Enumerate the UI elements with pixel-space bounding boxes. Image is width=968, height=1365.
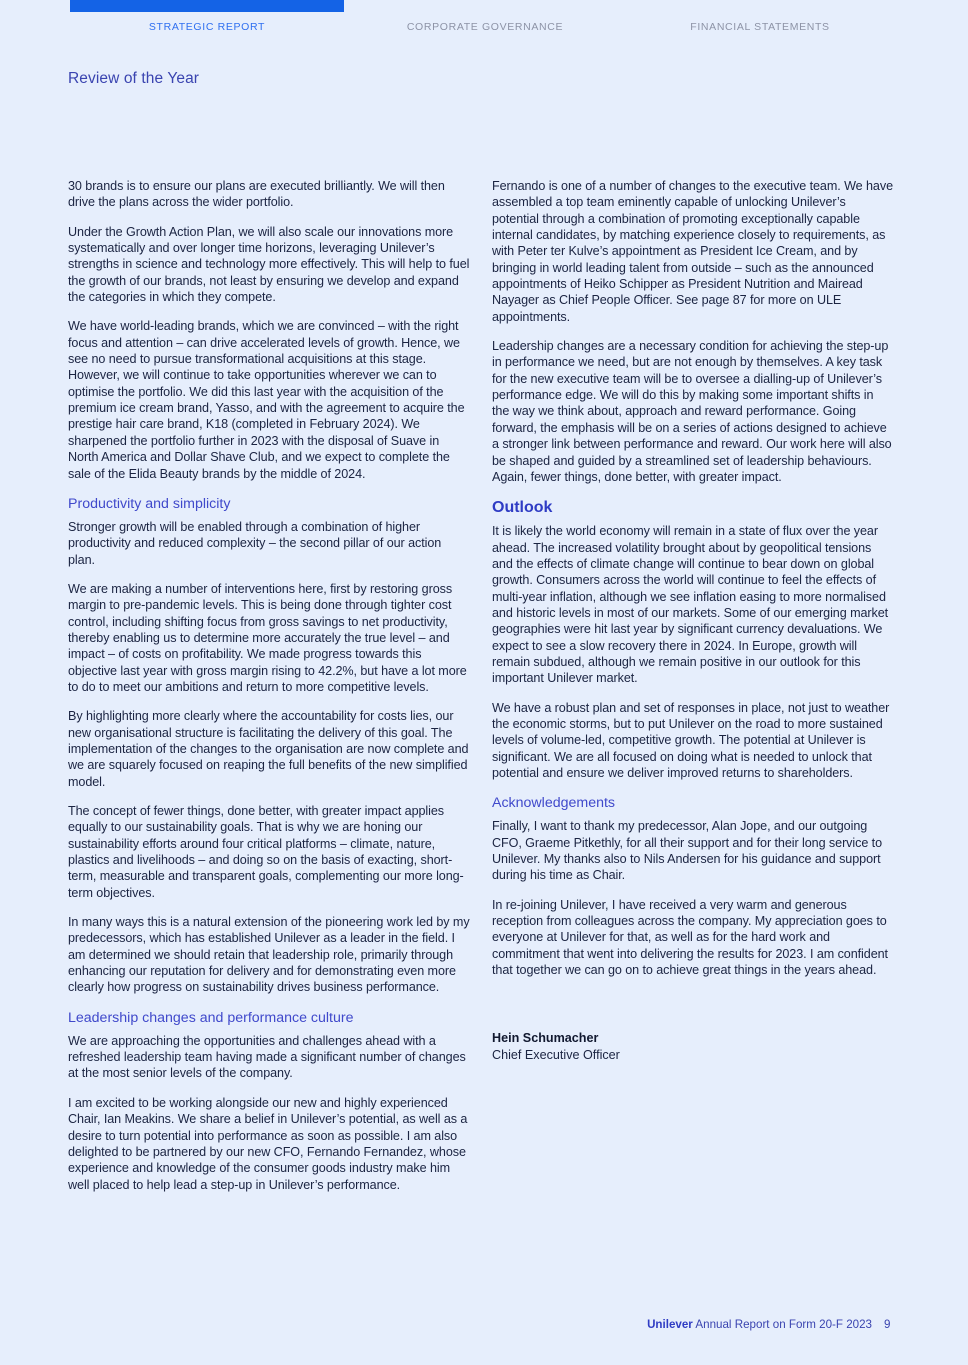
heading-outlook: Outlook <box>492 499 553 517</box>
paragraph: Under the Growth Action Plan, we will also scale our innovations more systematically and over longer time horizons, leveraging Unilever’s strengths in science and technology more effectively. This will help to fuel the growth of our brands, not least by ensuring we develop and expand the categories in which they compete. <box>68 224 470 305</box>
paragraph: Finally, I want to thank my predecessor, Alan Jope, and our outgoing CFO, Graeme Pitkethly, for all their support and for their long service to Unilever. My thanks also to Nils Andersen for his guidance and support during his time as Chair. <box>492 819 883 883</box>
nav-tab-label: FINANCIAL STATEMENTS <box>690 21 830 33</box>
paragraph: We are making a number of interventions here, first by restoring gross margin to pre-pandemic levels. This is being done through tighter cost control, including shifting focus from gross savings to net productivity, thereby enabling us to determine more accurately the true level – and impact – of costs on profitability. We made progress towards this objective last year with gross margin rising to 42.2%, but have a lot more to do to meet our ambitions and return to more competitive levels. <box>68 581 467 694</box>
nav-tab-label: CORPORATE GOVERNANCE <box>406 21 564 33</box>
signature-name: Hein Schumacher <box>492 1031 599 1046</box>
tab-indicator-bar <box>375 0 595 12</box>
right-text-column <box>492 178 894 1063</box>
paragraph: By highlighting more clearly where the accountability for costs lies, our new organisational structure is facilitating the delivery of this goal. The implementation of the changes to the organisation are now complete and we are squarely focused on reaping the full benefits of the new simplified model. <box>68 709 469 789</box>
nav-tab-label: STRATEGIC REPORT <box>148 21 266 33</box>
nav-tab-strategic-report[interactable] <box>70 0 344 34</box>
paragraph: In re-joining Unilever, I have received a very warm and generous reception from colleagues across the company. My appreciation goes to everyone at Unilever for that, as well as for the hard work and commitment that went into delivering the results for 2023. I am confident that together we can go on to achieve great things in the years ahead. <box>492 897 888 978</box>
paragraph: The concept of fewer things, done better, with greater impact applies equally to our sustainability goals. That is why we are honing our sustainability efforts around four critical platforms – climate, nature, plastics and livelihoods – and doing so on the basis of exacting, short-term, measurable and transparent goals, complementing our more long-term objectives. <box>68 804 464 900</box>
heading-productivity-and-simplicity: Productivity and simplicity <box>68 495 231 512</box>
page-title: Review of the Year <box>68 70 200 87</box>
paragraph: It is likely the world economy will remain in a state of flux over the year ahead. The increased volatility brought about by geopolitical tensions and the effects of climate change will continue to bear down on global growth. Consumers across the world will continue to feel the effects of multi-year inflation, although we see inflation easing to more normalised and historic levels in most of our markets. Some of our emerging market geographies were hit last year by significant currency devaluations. We expect to see a slow recovery there in 2024. In Europe, growth will remain subdued, although we remain positive in our outlook for this important Unilever market. <box>492 524 889 686</box>
nav-tab-corporate-governance[interactable] <box>375 0 595 34</box>
footer-report-label <box>647 1318 872 1331</box>
paragraph: We have world-leading brands, which we are convinced – with the right focus and attention – can drive accelerated levels of growth. Hence, we see no need to pursue transformational acquisitions at this stage. However, we will continue to take opportunities wherever we can to optimise the portfolio. We did this last year with the acquisition of the premium ice cream brand, Yasso, and with the agreement to acquire the prestige hair care brand, K18 (completed in February 2024). We sharpened the portfolio further in 2023 with the disposal of Suave in North America and Dollar Shave Club, and we expect to complete the sale of the Elida Beauty brands by the middle of 2024. <box>68 319 465 481</box>
paragraph: We are approaching the opportunities and challenges ahead with a refreshed leadership team having made a significant number of changes at the most senior levels of the company. <box>68 1033 466 1081</box>
footer-page-number: 9 <box>884 1318 891 1331</box>
heading-acknowledgements: Acknowledgements <box>492 795 616 812</box>
paragraph: Stronger growth will be enabled through a combination of higher productivity and reduced complexity – the second pillar of our action plan. <box>68 519 442 567</box>
page-footer <box>0 1318 968 1338</box>
section-navigation <box>0 0 968 40</box>
tab-indicator-bar <box>650 0 870 12</box>
paragraph: In many ways this is a natural extension of the pioneering work led by my predecessors, which has established Unilever as a leader in the field. I am determined we should retain that leadership role, primarily through enhancing our reputation for delivery and for demonstrating even more clearly how progress on sustainability drives business performance. <box>68 915 470 995</box>
left-text-column <box>68 178 470 1193</box>
paragraph: Leadership changes are a necessary condition for achieving the step-up in performance we need, but are not enough by themselves. A key task for the new executive team will be to oversee a dialling-up of Unilever’s performance edge. We will do this by making some important shifts in the way we think about, approach and reward performance. Going forward, the emphasis will be on a series of actions designed to achieve a stronger link between performance and reward. Our work here will also be shaped and guided by a streamlined set of leadership behaviours. Again, fewer things, done better, with greater impact. <box>492 339 892 484</box>
active-tab-indicator-bar <box>70 0 344 12</box>
nav-tab-financial-statements[interactable] <box>650 0 870 34</box>
signature-block <box>492 1030 894 1063</box>
footer-report-title: Annual Report on Form 20-F 2023 <box>692 1318 872 1331</box>
signature-role: Chief Executive Officer <box>492 1047 620 1062</box>
paragraph: 30 brands is to ensure our plans are executed brilliantly. We will then drive the plans across the wider portfolio. <box>68 179 445 210</box>
footer-brand: Unilever <box>647 1318 693 1331</box>
paragraph: I am excited to be working alongside our new and highly experienced Chair, Ian Meakins. We share a belief in Unilever’s potential, as well as a desire to turn potential into performance as soon as possible. I am also delighted to be partnered by our new CFO, Fernando Fernandez, whose experience and knowledge of the consumer goods industry make him well placed to help lead a step-up in Unilever’s performance. <box>68 1095 468 1192</box>
heading-leadership-changes: Leadership changes and performance culture <box>68 1009 354 1026</box>
paragraph: Fernando is one of a number of changes to the executive team. We have assembled a top team eminently capable of unlocking Unilever’s potential through a combination of promoting exceptionally capable internal candidates, by matching experience closely to requirements, as with Peter ter Kulve’s appointment as President Ice Cream, and by bringing in world leading talent from outside – such as the announced appointments of Heiko Schipper as President Nutrition and Mairead Nayager as Chief People Officer. See page 87 for more on ULE appointments. <box>492 179 893 324</box>
paragraph: We have a robust plan and set of responses in place, not just to weather the economic storms, but to put Unilever on the road to more sustained levels of volume-led, competitive growth. The potential at Unilever is significant. We are all focused on doing what is needed to unlock that potential and ensure we deliver improved returns to shareholders. <box>492 700 890 780</box>
